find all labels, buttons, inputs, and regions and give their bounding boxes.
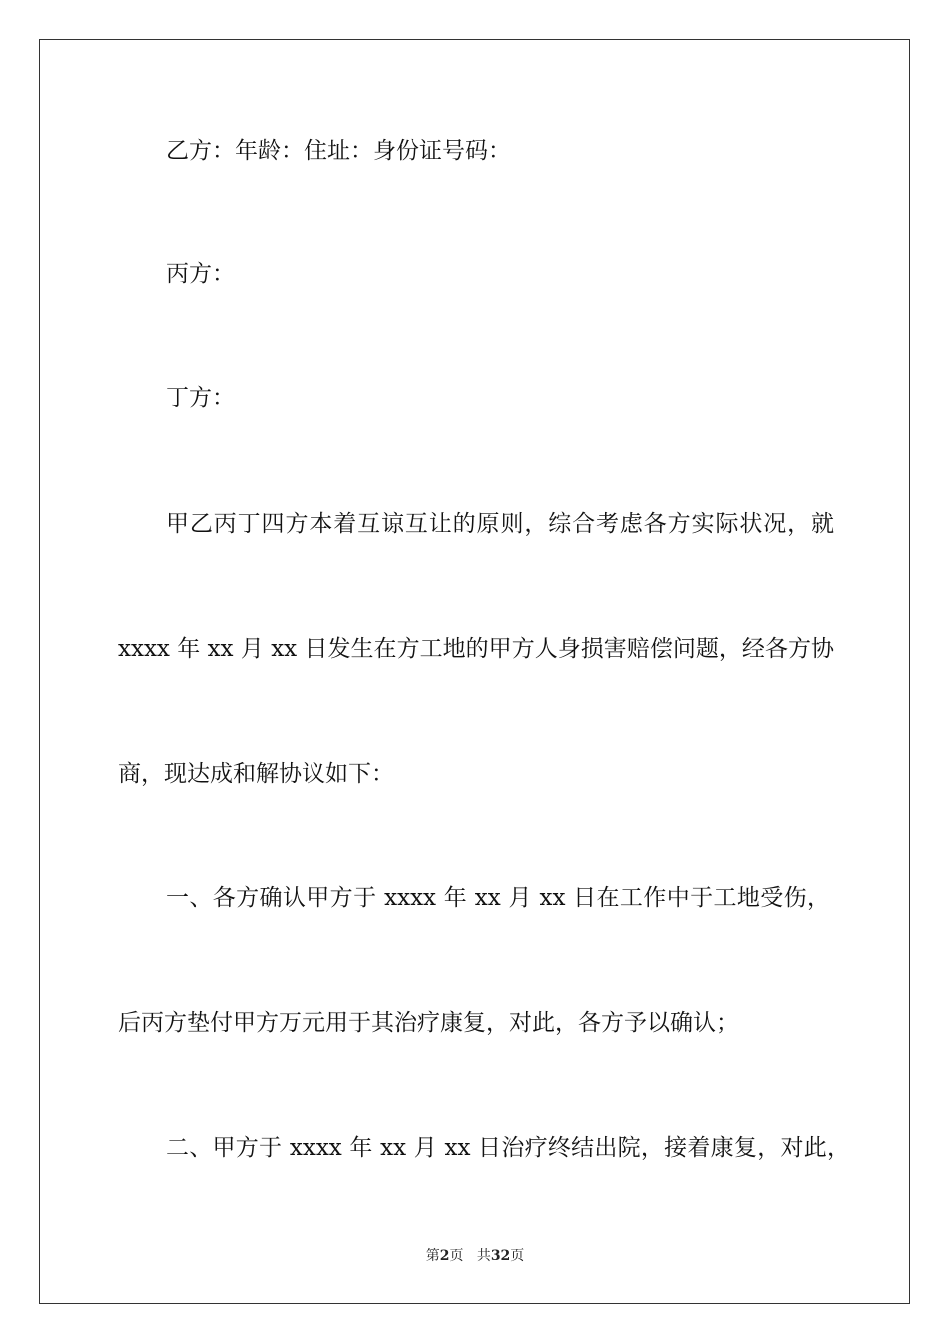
footer-page-number: 2 <box>439 1248 450 1264</box>
footer-total-prefix: 共 <box>476 1248 491 1264</box>
footer-page-prefix: 第 <box>425 1248 440 1264</box>
paragraph-intro-line-3: 商，现达成和解协议如下： <box>118 761 394 787</box>
clause-one-line-1: 一、各方确认甲方于 xxxx 年 xx 月 xx 日在工作中于工地受伤， <box>166 885 830 911</box>
clause-two-line-1: 二、甲方于 xxxx 年 xx 月 xx 日治疗终结出院，接着康复，对此， <box>166 1135 850 1161</box>
paragraph-intro-line-2: xxxx 年 xx 月 xx 日发生在方工地的甲方人身损害赔偿问题，经各方协 <box>118 636 834 662</box>
footer-total-pages: 32 <box>490 1248 511 1264</box>
footer-page-suffix: 页 <box>449 1248 464 1264</box>
page-border <box>39 39 910 1304</box>
party-c-line: 丙方： <box>166 261 235 287</box>
footer-total-suffix: 页 <box>510 1248 525 1264</box>
paragraph-intro-line-1: 甲乙丙丁四方本着互谅互让的原则，综合考虑各方实际状况，就 <box>166 511 834 537</box>
party-b-line: 乙方：年龄：住址：身份证号码： <box>166 138 511 164</box>
party-d-line: 丁方： <box>166 385 235 411</box>
page-footer <box>0 1246 950 1266</box>
clause-one-line-2: 后丙方垫付甲方万元用于其治疗康复，对此，各方予以确认； <box>118 1010 739 1036</box>
